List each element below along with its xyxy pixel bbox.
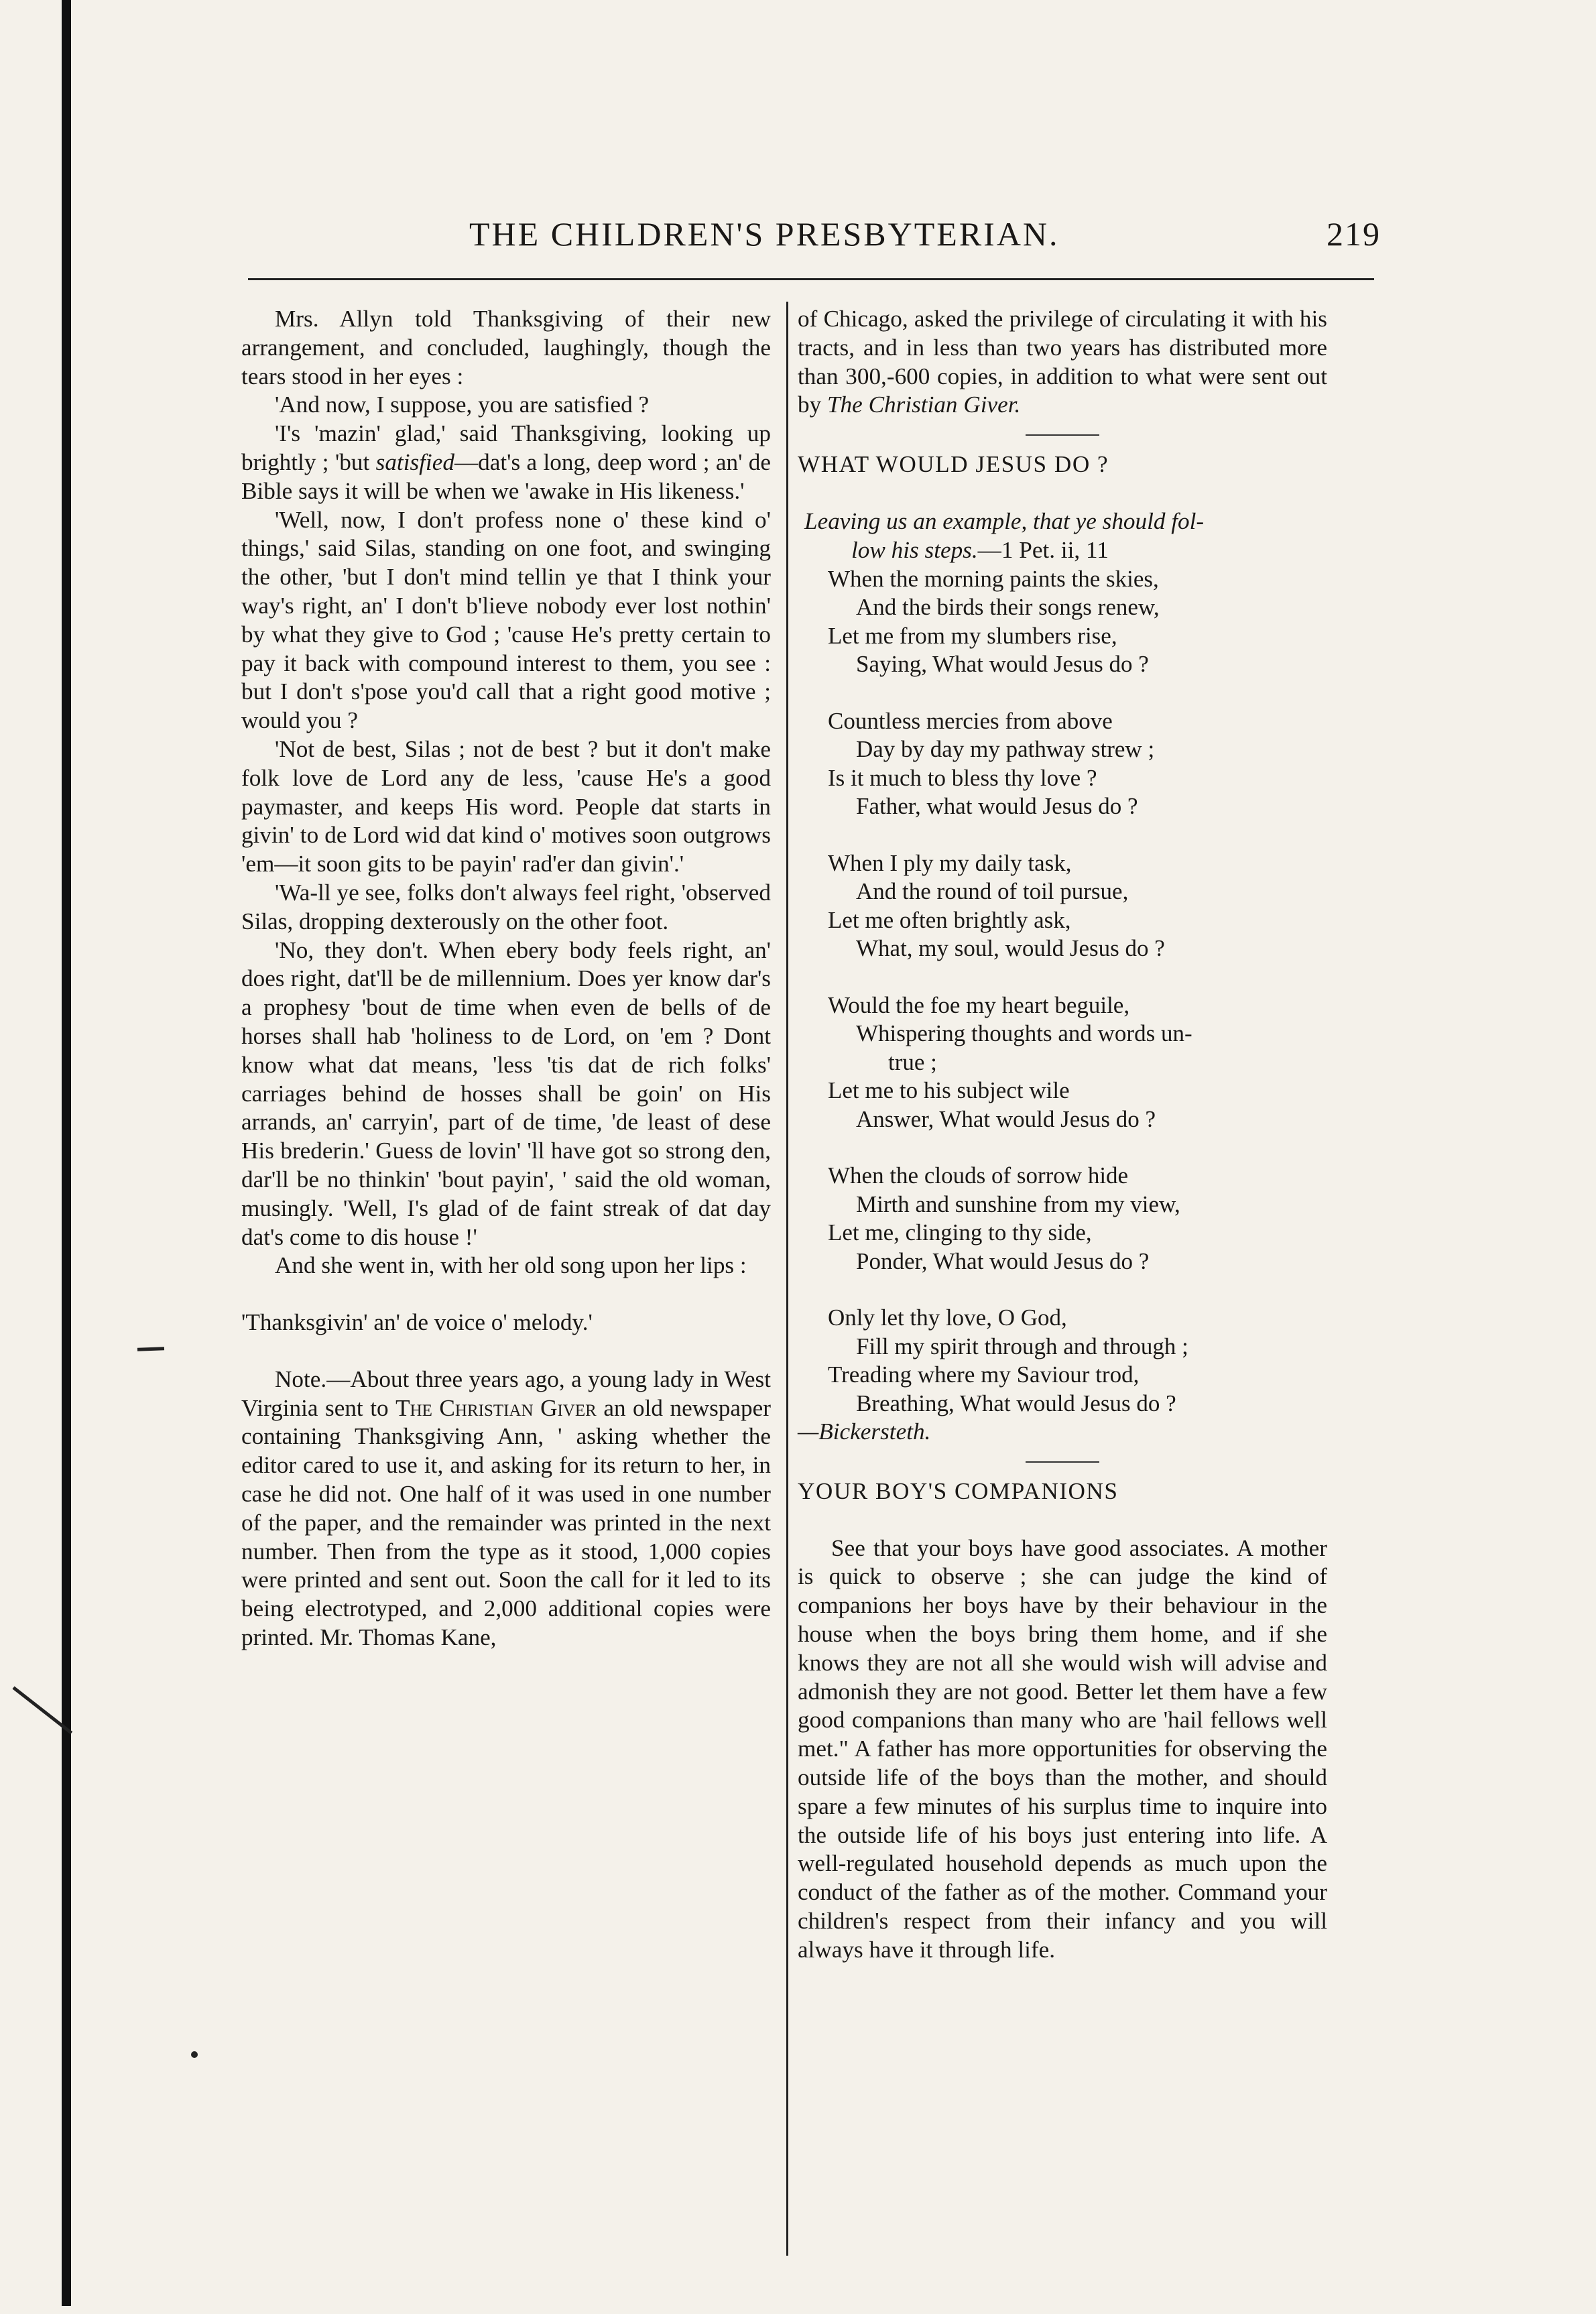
epigraph [798,507,1327,565]
poem-line: Would the foe my heart beguile, [828,991,1130,1018]
poem-stanza [798,565,1327,679]
left-column [241,305,771,1652]
paragraph: 'Wa-ll ye see, folks don't always feel right, 'observed Silas, dropping dexterously on the other foot. [241,879,771,934]
poem-line: Mirth and sunshine from my view, [856,1191,1180,1217]
article-title: YOUR BOY'S COMPANIONS [798,1477,1119,1504]
paragraph: 'And now, I suppose, you are satisfied ? [275,391,650,418]
italic-word: satisfied [375,448,454,475]
poem-line: Let me, clinging to thy side, [828,1219,1092,1246]
poem-line: When I ply my daily task, [828,849,1072,876]
text-run: Note.—About three years ago, a young lady in West Virginia sent to [241,1365,771,1421]
poem-stanza [798,849,1327,963]
header-rule [248,278,1374,280]
text-run: of Chicago, asked the privilege of circulating it with his tracts, and in less than two years has distributed more than 300,-600 copies, in addition to what were sent out by [798,306,1327,418]
epigraph-line: low his steps. [851,536,978,563]
poem-line: Let me to his subject wile [828,1077,1070,1104]
running-title: THE CHILDREN'S PRESBYTERIAN. [469,215,1060,253]
running-head [255,215,1381,253]
poem-stanza [798,991,1327,1134]
text-run: 'I's 'mazin' glad,' said Thanksgiving, looking up brightly ; 'but [241,420,771,475]
poem-line: Is it much to bless thy love ? [828,764,1097,791]
scripture-reference: —1 Pet. ii, 11 [977,536,1109,563]
song-line: 'Thanksgivin' an' de voice o' melody.' [241,1309,593,1336]
poem-stanza [798,1162,1327,1276]
poem-line: Saying, What would Jesus do ? [856,651,1149,678]
poem-line: Let me from my slumbers rise, [828,622,1117,649]
poem-line: What, my soul, would Jesus do ? [856,935,1165,962]
poem-line: Whispering thoughts and words un- [856,1020,1192,1047]
poem-line: Only let thy love, O God, [828,1304,1067,1331]
poem-line: And the birds their songs renew, [856,594,1160,621]
paragraph: 'Well, now, I don't profess none o' these kind o' things,' said Silas, standing on one foot, and swinging the other, 'but I don't mind tellin ye that I think your way's right, an' I don't b'lieve nobody ever lost nothin' by what they give to God ; 'cause He's pretty certain to pay it back with compound interest to them, you see : but I don't s'pose you'd call that a right good motive ; would you ? [241,506,771,734]
text-run: —dat's a long, deep word ; an' de Bible says it will be when we 'awake in His likeness.' [241,448,771,504]
poem-line: Fill my spirit through and through ; [856,1333,1188,1359]
periodical-name: The Christian Giver [395,1394,597,1421]
poem-line: And the round of toil pursue, [856,878,1129,905]
paragraph: 'Not de best, Silas ; not de best ? but it don't make folk love de Lord any de less, 'cause He's a good paymaster, and keeps His word. People dat starts in givin' to de Lord wid dat kind o' motives soon outgrows 'em—it soon gits to be payin' rad'er dan givin'.' [241,735,771,877]
poem-line: Father, what would Jesus do ? [856,793,1138,820]
margin-dot-mark [191,2051,198,2058]
paragraph [241,420,771,505]
page-binding-edge [62,0,71,2306]
margin-dash-mark [137,1347,164,1351]
poem-line: When the morning paints the skies, [828,565,1159,592]
poem-line: When the clouds of sorrow hide [828,1162,1129,1189]
periodical-name: The Christian Giver. [826,391,1021,418]
poem-stanza [798,1304,1327,1418]
text-run: an old newspaper containing Thanksgiving Ann, ' asking whether the editor cared to use it, and asking for its return to her, in case he did not. One half of it was used in one number of the paper, and the remainder was printed in the next number. Then from the type as it stood, 1,000 copies were printed and sent out. Soon the call for it led to its being electrotyped, and 2,000 additional copies were printed. Mr. Thomas Kane, [241,1394,771,1651]
poem-line: Answer, What would Jesus do ? [856,1105,1156,1132]
poem-stanza [798,707,1327,821]
article-paragraph: See that your boys have good associates. A mother is quick to observe ; she can judge the kind of companions her boys have by their behaviour in the house when the boys bring them home, and if she knows they are not all she would wish will advise and admonish they are not good. Better let them have a few good companions than many who are 'hail fellows well met." A father has more opportunities for observing the outside life of the boys than the mother, and should spare a few minutes of his surplus time to inquire into the outside life of his boys just entering into life. A well-regulated household depends as much upon the conduct of the father as of the mother. Command your children's respect from their infancy and you will always have it through life. [798,1534,1327,1963]
poem-line: Breathing, What would Jesus do ? [856,1390,1176,1416]
epigraph-line: Leaving us an example, that ye should fol- [804,507,1205,534]
page-number: 219 [1327,215,1381,253]
paragraph: 'No, they don't. When ebery body feels right, an' does right, dat'll be de millennium. Does yer know dar's a prophesy 'bout de time when even de bells of de horses shall hab 'holiness to de Lord, on 'em ? Dont know what dat means, 'less 'tis dat de rich folks' carriages behind de hosses shall be goin' on His arrands, an' carryin', part of de time, 'de least of dese His brederin.' Guess de lovin' 'll have got so strong den, dar'll be no thinkin' 'bout payin', ' said the old woman, musingly. 'Well, I's glad of de faint streak of dat day dat's come to dis house !' [241,936,771,1250]
editor-note [241,1365,771,1652]
poem-line: Ponder, What would Jesus do ? [856,1247,1150,1274]
column-rule [786,302,788,2256]
poem-line: Day by day my pathway strew ; [856,736,1155,763]
paragraph: And she went in, with her old song upon her lips : [275,1252,747,1279]
poem-line: Let me often brightly ask, [828,906,1071,933]
poem-line: Countless mercies from above [828,707,1113,734]
poem-title: WHAT WOULD JESUS DO ? [798,451,1109,478]
right-column [798,305,1327,1965]
poem-line: Treading where my Saviour trod, [828,1361,1140,1388]
paragraph: Mrs. Allyn told Thanksgiving of their new arrangement, and concluded, laughingly, though the tears stood in her eyes : [241,306,771,389]
paragraph [798,305,1327,420]
poem-line: true ; [888,1048,937,1075]
poem-attribution: —Bickersteth. [798,1418,931,1445]
